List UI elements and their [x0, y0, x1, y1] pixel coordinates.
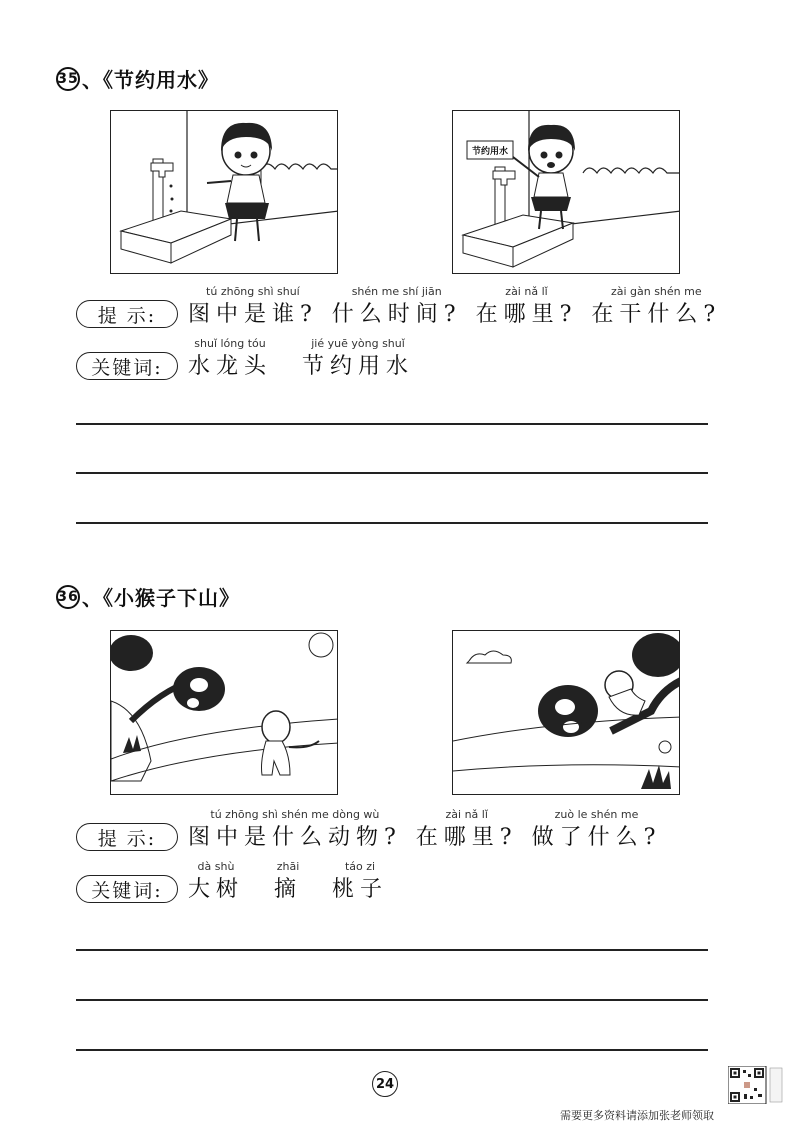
hanzi: 在哪里? — [415, 825, 518, 850]
hint-phrase — [532, 807, 662, 853]
pinyin: zài nǎ lǐ — [445, 808, 488, 821]
keyword — [274, 859, 302, 905]
hint-row — [76, 805, 716, 853]
keyword-row — [76, 857, 716, 905]
hint-phrase — [188, 284, 318, 330]
page-number: 24 — [372, 1071, 398, 1097]
hanzi: 节约用水 — [302, 354, 415, 379]
qr-code-icon — [728, 1066, 784, 1104]
hint-phrase — [332, 284, 462, 330]
pinyin: tú zhōng shì shén me dòng wù — [210, 808, 380, 821]
pinyin: táo zi — [344, 860, 376, 873]
pinyin: zuò le shén me — [554, 808, 639, 821]
writing-line[interactable] — [76, 522, 708, 524]
hanzi: 图中是谁? — [188, 302, 318, 327]
sign-board: 节约用水 — [471, 147, 508, 157]
section-number: 35 — [56, 67, 80, 91]
illustration-girl-tap-1 — [110, 110, 338, 274]
hanzi: 摘 — [274, 877, 303, 902]
hanzi: 大树 — [188, 877, 245, 902]
hanzi: 桃子 — [332, 877, 389, 902]
section-number: 36 — [56, 585, 80, 609]
pinyin: zài nǎ lǐ — [505, 285, 548, 298]
keyword — [332, 859, 388, 905]
keyword-row — [76, 334, 716, 382]
pinyin: tú zhōng shì shuí — [206, 285, 300, 298]
hint-phrase — [416, 807, 518, 853]
hint-row — [76, 282, 722, 330]
illustration-girl-tap-2 — [452, 110, 680, 274]
keyword-label: 关键词: — [76, 875, 178, 903]
section-title-text: 、《小猴子下山》 — [82, 586, 240, 610]
hint-words — [188, 284, 735, 330]
keyword — [302, 336, 414, 382]
writing-line[interactable] — [76, 423, 708, 425]
hanzi: 做了什么? — [531, 825, 662, 850]
hint-label: 提 示: — [76, 823, 178, 851]
writing-line[interactable] — [76, 999, 708, 1001]
hint-phrase — [476, 284, 578, 330]
footer-note: 需要更多资料请添加张老师领取 — [560, 1109, 714, 1122]
pinyin: shuǐ lóng tóu — [194, 337, 266, 350]
keyword-words — [188, 859, 402, 905]
keyword — [188, 859, 244, 905]
pinyin: jié yuē yòng shuǐ — [311, 337, 405, 350]
hanzi: 在哪里? — [475, 302, 578, 327]
hint-phrase — [591, 284, 721, 330]
writing-line[interactable] — [76, 1049, 708, 1051]
keyword-label: 关键词: — [76, 352, 178, 380]
writing-line[interactable] — [76, 949, 708, 951]
pinyin: zhāi — [276, 860, 300, 873]
keyword — [188, 336, 272, 382]
hanzi: 在干什么? — [591, 302, 722, 327]
writing-line[interactable] — [76, 472, 708, 474]
section-title-text: 、《节约用水》 — [82, 68, 219, 92]
hint-phrase — [188, 807, 402, 853]
pinyin: zài gàn shén me — [610, 285, 702, 298]
section-35-title — [56, 64, 219, 93]
hint-label: 提 示: — [76, 300, 178, 328]
illustration-monkey-1 — [110, 630, 338, 795]
pinyin: shén me shí jiān — [351, 285, 442, 298]
hint-words — [188, 807, 675, 853]
hanzi: 图中是什么动物? — [188, 825, 402, 850]
hanzi: 水龙头 — [188, 354, 273, 379]
illustration-monkey-2 — [452, 630, 680, 795]
section-36-title — [56, 582, 240, 611]
keyword-words — [188, 336, 428, 382]
pinyin: dà shù — [197, 860, 235, 873]
hanzi: 什么时间? — [331, 302, 462, 327]
